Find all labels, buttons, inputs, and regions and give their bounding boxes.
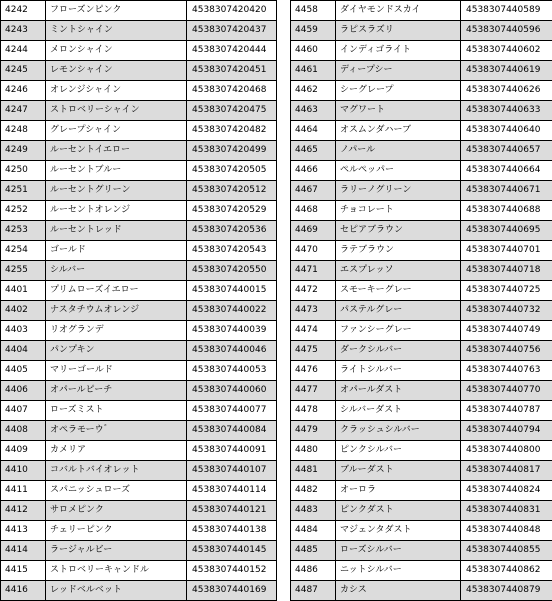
jan-code-cell: 4538307420451 <box>187 61 277 81</box>
table-row <box>291 161 552 181</box>
product-number-cell: 4464 <box>291 121 336 141</box>
color-name-cell: ピンクシルバー <box>336 441 461 461</box>
jan-code-cell: 4538307440626 <box>461 81 552 101</box>
table-row <box>291 421 552 441</box>
product-number-cell: 4472 <box>291 281 336 301</box>
product-number-cell: 4476 <box>291 361 336 381</box>
color-name-cell: ルーセントブルー <box>46 161 187 181</box>
table-row <box>1 501 277 521</box>
table-row <box>291 261 552 281</box>
jan-code-cell: 4538307440602 <box>461 41 552 61</box>
table-row <box>291 21 552 41</box>
product-number-cell: 4482 <box>291 481 336 501</box>
product-number-cell: 4242 <box>1 1 46 21</box>
product-number-cell: 4466 <box>291 161 336 181</box>
color-name-cell: プリムローズイエロー <box>46 281 187 301</box>
product-number-cell: 4477 <box>291 381 336 401</box>
table-row <box>1 401 277 421</box>
color-name-cell: ナスタチウムオレンジ <box>46 301 187 321</box>
jan-code-cell: 4538307440589 <box>461 1 552 21</box>
table-row <box>1 81 277 101</box>
jan-code-cell: 4538307420550 <box>187 261 277 281</box>
product-number-cell: 4473 <box>291 301 336 321</box>
product-number-cell: 4480 <box>291 441 336 461</box>
product-number-cell: 4406 <box>1 381 46 401</box>
jan-code-cell: 4538307440732 <box>461 301 552 321</box>
jan-code-cell: 4538307440718 <box>461 261 552 281</box>
jan-code-cell: 4538307420505 <box>187 161 277 181</box>
product-number-cell: 4475 <box>291 341 336 361</box>
product-number-cell: 4401 <box>1 281 46 301</box>
jan-code-cell: 4538307440794 <box>461 421 552 441</box>
jan-code-cell: 4538307440596 <box>461 21 552 41</box>
color-name-cell: ルーセントオレンジ <box>46 201 187 221</box>
table-row <box>1 301 277 321</box>
color-name-cell: オパールダスト <box>336 381 461 401</box>
product-number-cell: 4460 <box>291 41 336 61</box>
color-name-cell: ラリーノグリーン <box>336 181 461 201</box>
product-number-cell: 4248 <box>1 121 46 141</box>
jan-code-cell: 4538307440169 <box>187 581 277 601</box>
product-number-cell: 4244 <box>1 41 46 61</box>
jan-code-cell: 4538307440138 <box>187 521 277 541</box>
jan-code-cell: 4538307440107 <box>187 461 277 481</box>
color-name-cell: スモーキーグレー <box>336 281 461 301</box>
table-row <box>1 561 277 581</box>
color-name-cell: サロメピンク <box>46 501 187 521</box>
color-name-cell: ストロベリーキャンドル <box>46 561 187 581</box>
jan-code-cell: 4538307420475 <box>187 101 277 121</box>
jan-code-cell: 4538307440725 <box>461 281 552 301</box>
table-row <box>1 101 277 121</box>
table-row <box>1 461 277 481</box>
jan-code-cell: 4538307440855 <box>461 541 552 561</box>
product-number-cell: 4409 <box>1 441 46 461</box>
jan-code-cell: 4538307420512 <box>187 181 277 201</box>
color-name-cell: ラテブラウン <box>336 241 461 261</box>
product-number-cell: 4471 <box>291 261 336 281</box>
color-name-cell: オスムンダハーブ <box>336 121 461 141</box>
product-number-cell: 4483 <box>291 501 336 521</box>
jan-code-cell: 4538307440695 <box>461 221 552 241</box>
jan-code-cell: 4538307440039 <box>187 321 277 341</box>
product-number-cell: 4469 <box>291 221 336 241</box>
product-number-cell: 4467 <box>291 181 336 201</box>
table-row <box>1 441 277 461</box>
jan-code-cell: 4538307440121 <box>187 501 277 521</box>
color-name-cell: セピアブラウン <box>336 221 461 241</box>
jan-code-cell: 4538307440640 <box>461 121 552 141</box>
jan-code-cell: 4538307440671 <box>461 181 552 201</box>
color-name-cell: シルバーダスト <box>336 401 461 421</box>
jan-code-cell: 4538307440084 <box>187 421 277 441</box>
table-row <box>1 341 277 361</box>
jan-code-cell: 4538307440060 <box>187 381 277 401</box>
color-name-cell: シルバー <box>46 261 187 281</box>
product-number-cell: 4465 <box>291 141 336 161</box>
table-row <box>291 521 552 541</box>
table-row <box>1 41 277 61</box>
jan-code-cell: 4538307440848 <box>461 521 552 541</box>
product-number-cell: 4459 <box>291 21 336 41</box>
table-row <box>291 241 552 261</box>
jan-code-cell: 4538307440091 <box>187 441 277 461</box>
jan-code-cell: 4538307440701 <box>461 241 552 261</box>
product-number-cell: 4407 <box>1 401 46 421</box>
product-number-cell: 4411 <box>1 481 46 501</box>
color-name-cell: ゴールド <box>46 241 187 261</box>
product-number-cell: 4245 <box>1 61 46 81</box>
table-row <box>291 501 552 521</box>
color-name-cell: パステルグレー <box>336 301 461 321</box>
jan-code-cell: 4538307440022 <box>187 301 277 321</box>
product-number-cell: 4253 <box>1 221 46 241</box>
table-row <box>1 521 277 541</box>
table-row <box>1 381 277 401</box>
product-number-cell: 4246 <box>1 81 46 101</box>
color-name-cell: ローズミスト <box>46 401 187 421</box>
product-number-cell: 4250 <box>1 161 46 181</box>
table-row <box>1 241 277 261</box>
table-row <box>291 461 552 481</box>
table-row <box>291 41 552 61</box>
color-name-cell: ペルペッパー <box>336 161 461 181</box>
color-name-cell: ノパール <box>336 141 461 161</box>
jan-code-cell: 4538307440770 <box>461 381 552 401</box>
table-row <box>1 321 277 341</box>
color-name-cell: リオグランデ <box>46 321 187 341</box>
table-row <box>1 261 277 281</box>
table-row <box>291 561 552 581</box>
color-name-cell: パンプキン <box>46 341 187 361</box>
jan-code-cell: 4538307420529 <box>187 201 277 221</box>
jan-code-cell: 4538307440114 <box>187 481 277 501</box>
product-number-cell: 4252 <box>1 201 46 221</box>
table-row <box>1 541 277 561</box>
jan-code-cell: 4538307420444 <box>187 41 277 61</box>
jan-code-cell: 4538307420482 <box>187 121 277 141</box>
table-row <box>291 281 552 301</box>
table-row <box>291 101 552 121</box>
color-name-cell: ブルーダスト <box>336 461 461 481</box>
color-name-cell: カシス <box>336 581 461 601</box>
color-name-cell: ライトシルバー <box>336 361 461 381</box>
jan-code-cell: 4538307440077 <box>187 401 277 421</box>
product-number-cell: 4485 <box>291 541 336 561</box>
product-number-cell: 4251 <box>1 181 46 201</box>
table-row <box>1 481 277 501</box>
table-row <box>291 61 552 81</box>
jan-code-cell: 4538307440879 <box>461 581 552 601</box>
product-number-cell: 4254 <box>1 241 46 261</box>
table-row <box>291 441 552 461</box>
jan-code-cell: 4538307440664 <box>461 161 552 181</box>
color-name-cell: ストロベリーシャイン <box>46 101 187 121</box>
color-name-cell: ローズシルバー <box>336 541 461 561</box>
table-row <box>1 181 277 201</box>
table-row <box>1 581 277 601</box>
product-number-cell: 4487 <box>291 581 336 601</box>
table-row <box>291 321 552 341</box>
jan-code-cell: 4538307440824 <box>461 481 552 501</box>
product-number-cell: 4249 <box>1 141 46 161</box>
color-name-cell: チェリーピンク <box>46 521 187 541</box>
color-name-cell: オーロラ <box>336 481 461 501</box>
color-name-cell: オレンジシャイン <box>46 81 187 101</box>
color-name-cell: ダークシルバー <box>336 341 461 361</box>
jan-code-cell: 4538307420468 <box>187 81 277 101</box>
color-name-cell: ラピスラズリ <box>336 21 461 41</box>
product-number-cell: 4479 <box>291 421 336 441</box>
table-row <box>291 401 552 421</box>
product-number-cell: 4463 <box>291 101 336 121</box>
product-number-cell: 4484 <box>291 521 336 541</box>
product-number-cell: 4461 <box>291 61 336 81</box>
table-row <box>291 141 552 161</box>
color-name-cell: マジェンタダスト <box>336 521 461 541</box>
jan-code-cell: 4538307440633 <box>461 101 552 121</box>
table-row <box>291 201 552 221</box>
jan-code-cell: 4538307440831 <box>461 501 552 521</box>
product-number-cell: 4462 <box>291 81 336 101</box>
product-number-cell: 4408 <box>1 421 46 441</box>
color-name-cell: ミントシャイン <box>46 21 187 41</box>
color-name-cell: スパニッシュローズ <box>46 481 187 501</box>
color-name-cell: ピンクダスト <box>336 501 461 521</box>
table-row <box>291 381 552 401</box>
color-name-cell: フローズンピンク <box>46 1 187 21</box>
table-row <box>1 141 277 161</box>
table-row <box>291 301 552 321</box>
table-row <box>1 361 277 381</box>
table-row <box>291 481 552 501</box>
product-number-cell: 4416 <box>1 581 46 601</box>
table-row <box>1 1 277 21</box>
color-name-cell: ダイヤモンドスカイ <box>336 1 461 21</box>
product-number-cell: 4486 <box>291 561 336 581</box>
product-number-cell: 4413 <box>1 521 46 541</box>
product-number-cell: 4405 <box>1 361 46 381</box>
jan-code-cell: 4538307420536 <box>187 221 277 241</box>
color-name-cell: メロンシャイン <box>46 41 187 61</box>
product-number-cell: 4255 <box>1 261 46 281</box>
product-number-cell: 4415 <box>1 561 46 581</box>
color-name-cell: ファンシーグレー <box>336 321 461 341</box>
jan-code-cell: 4538307440787 <box>461 401 552 421</box>
product-number-cell: 4404 <box>1 341 46 361</box>
table-row <box>291 221 552 241</box>
color-name-cell: ニットシルバー <box>336 561 461 581</box>
color-name-cell: シーグレープ <box>336 81 461 101</box>
jan-code-cell: 4538307440749 <box>461 321 552 341</box>
product-number-cell: 4412 <box>1 501 46 521</box>
color-name-cell: マリーゴールド <box>46 361 187 381</box>
color-name-cell: コバルトバイオレット <box>46 461 187 481</box>
table-row <box>291 361 552 381</box>
jan-code-cell: 4538307440763 <box>461 361 552 381</box>
jan-code-cell: 4538307440688 <box>461 201 552 221</box>
color-name-cell: グレープシャイン <box>46 121 187 141</box>
color-name-cell: インディゴライト <box>336 41 461 61</box>
table-row <box>291 181 552 201</box>
color-name-cell: ディープシー <box>336 61 461 81</box>
color-name-cell: カメリア <box>46 441 187 461</box>
color-name-cell: チョコレート <box>336 201 461 221</box>
color-name-cell: レッドベルベット <box>46 581 187 601</box>
product-number-cell: 4474 <box>291 321 336 341</box>
jan-code-cell: 4538307440817 <box>461 461 552 481</box>
product-number-cell: 4414 <box>1 541 46 561</box>
table-row <box>291 121 552 141</box>
table-row <box>1 21 277 41</box>
jan-code-cell: 4538307440053 <box>187 361 277 381</box>
table-row <box>1 221 277 241</box>
table-row <box>291 541 552 561</box>
color-name-cell: クラッシュシルバー <box>336 421 461 441</box>
jan-code-cell: 4538307440152 <box>187 561 277 581</box>
jan-code-cell: 4538307440862 <box>461 561 552 581</box>
jan-code-cell: 4538307440800 <box>461 441 552 461</box>
table-row <box>291 1 552 21</box>
product-number-cell: 4410 <box>1 461 46 481</box>
jan-code-cell: 4538307440756 <box>461 341 552 361</box>
jan-code-cell: 4538307420499 <box>187 141 277 161</box>
table-row <box>1 421 277 441</box>
table-row <box>291 581 552 601</box>
table-row <box>1 281 277 301</box>
color-name-cell: オペラモーウ゛ <box>46 421 187 441</box>
jan-code-cell: 4538307440657 <box>461 141 552 161</box>
product-number-cell: 4470 <box>291 241 336 261</box>
color-name-cell: マグワート <box>336 101 461 121</box>
table-row <box>1 201 277 221</box>
color-name-cell: ルーセントグリーン <box>46 181 187 201</box>
jan-code-cell: 4538307440145 <box>187 541 277 561</box>
color-name-cell: ラージャルビー <box>46 541 187 561</box>
table-row <box>1 121 277 141</box>
jan-code-cell: 4538307440015 <box>187 281 277 301</box>
product-number-cell: 4402 <box>1 301 46 321</box>
product-number-cell: 4403 <box>1 321 46 341</box>
table-row <box>1 61 277 81</box>
table-row <box>1 161 277 181</box>
color-name-cell: ルーセントイエロー <box>46 141 187 161</box>
jan-code-cell: 4538307420420 <box>187 1 277 21</box>
color-name-cell: ルーセントレッド <box>46 221 187 241</box>
product-number-cell: 4481 <box>291 461 336 481</box>
product-code-table-right <box>290 0 552 601</box>
jan-code-cell: 4538307420543 <box>187 241 277 261</box>
product-number-cell: 4247 <box>1 101 46 121</box>
jan-code-cell: 4538307440619 <box>461 61 552 81</box>
product-number-cell: 4468 <box>291 201 336 221</box>
color-name-cell: レモンシャイン <box>46 61 187 81</box>
color-name-cell: オパールピーチ <box>46 381 187 401</box>
table-row <box>291 81 552 101</box>
product-number-cell: 4243 <box>1 21 46 41</box>
table-row <box>291 341 552 361</box>
product-number-cell: 4478 <box>291 401 336 421</box>
jan-code-cell: 4538307440046 <box>187 341 277 361</box>
jan-code-cell: 4538307420437 <box>187 21 277 41</box>
product-number-cell: 4458 <box>291 1 336 21</box>
color-name-cell: エスプレッソ <box>336 261 461 281</box>
